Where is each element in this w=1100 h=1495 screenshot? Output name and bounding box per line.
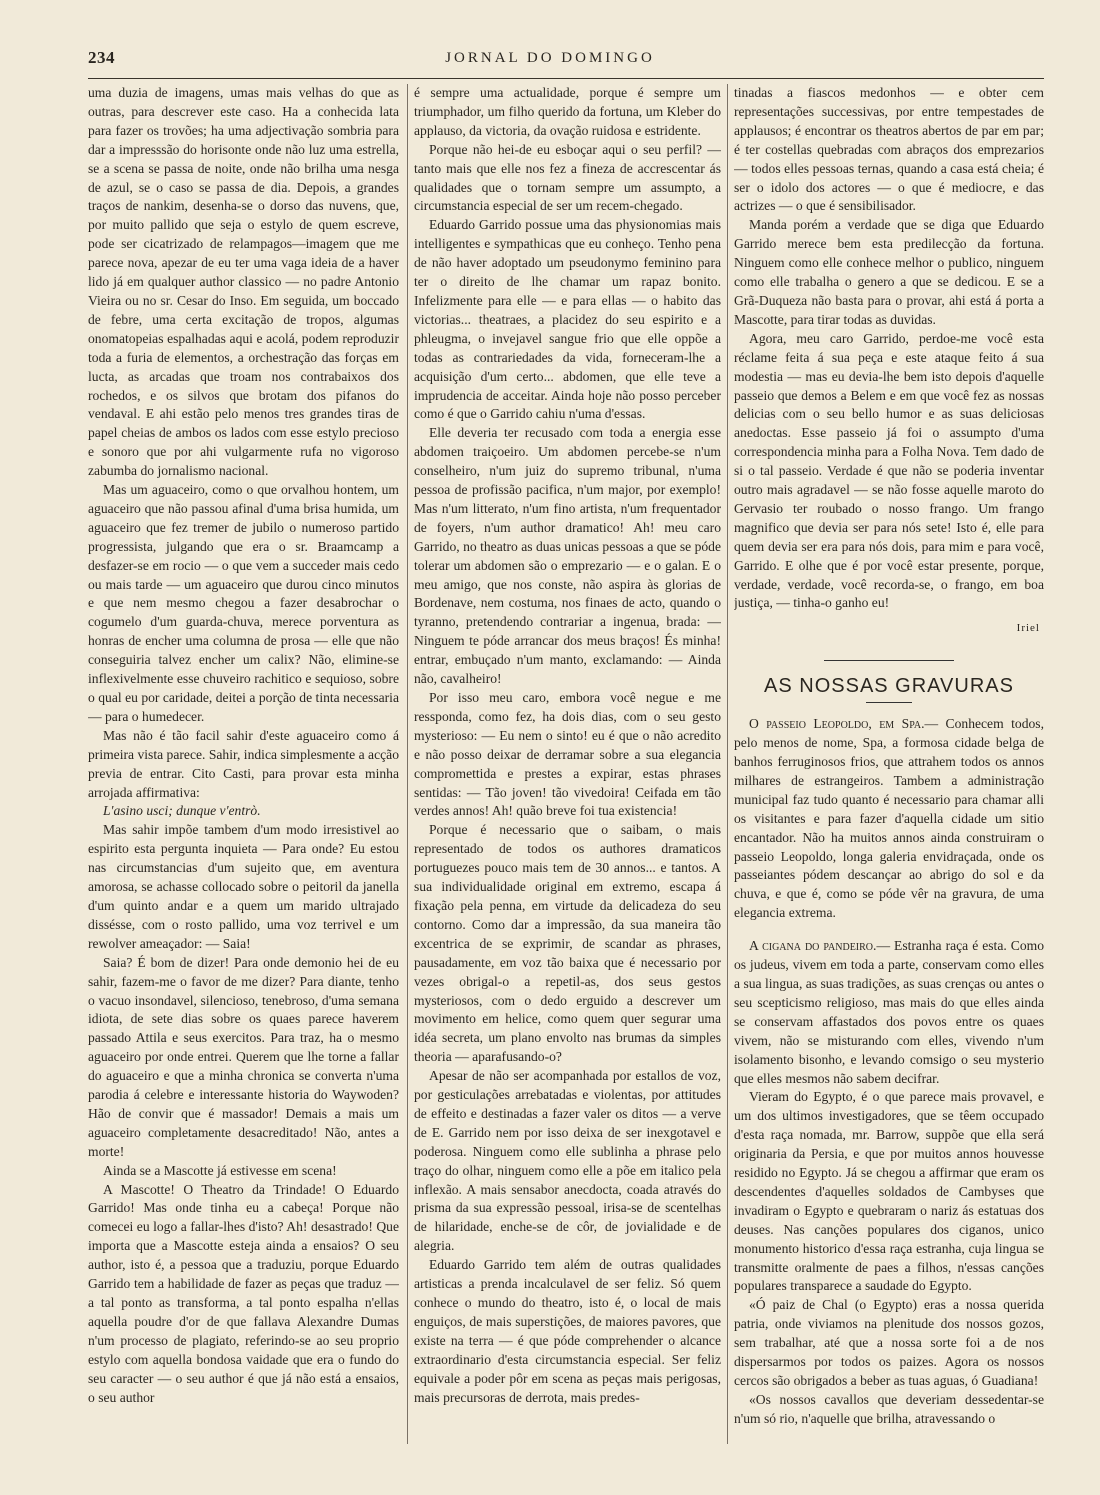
journal-title: JORNAL DO DOMINGO [445, 50, 655, 66]
paragraph: Saia? É bom de dizer! Para onde demonio hei de eu sahir, fazem-me o favor de me dizer? Para diante, tenho o vacuo insondavel, silencioso, tenebroso, d'uma semana idiota, de sete dias sobre os quaes parece haverem passado Attila e seus exercitos. Para traz, ha o mesmo aguaceiro por onde entrei. Querem que lhe torne a fallar do aguaceiro e que a minha chronica se converta n'uma parodia á celebre e interessante historia do Waywoden? Hão de convir que é massador! Demais a mais um aguaceiro completamente desacreditado! Não, antes a morte! [88, 954, 399, 1159]
caption-lead: A cigana do pandeiro. [749, 938, 877, 954]
paragraph: Apesar de não ser acompanhada por estallos de voz, por gesticulações arrebatadas e violentas, por attitudes de effeito e destinadas a fazer valer os ditos — a verve de E. Garrido nem por isso deixa de ser inexgotavel e poderosa. Ninguem como elle sublinha a phrase pelo traço do olhar, ninguem como elle a põe em italico pela inflexão. A mais sensabor anecdocta, coada através do prisma da sua expressão pessoal, irisa-se de scentelhas de hilaridade, enche-se de côr, de jovialidade e de alegria. [414, 1068, 721, 1254]
paragraph: A Mascotte! O Theatro da Trindade! O Eduardo Garrido! Mas onde tinha eu a cabeça! Porque não comecei eu logo a fallar-lhes d'isto? Ah! desastrado! Que importa que a Mascotte esteja ainda a ensaios? O seu author, isto é, a pessoa que a traduziu, porque Eduardo Garrido tem a habilidade de fazer as peças que traduz — a tal ponto as transforma, a tal ponto espalha n'ellas aquella poudre d'or de que fallava Alexandre Dumas n'um processo de plagiato, referindo-se ao seu proprio estylo com aquella bondosa vaidade que era o fundo do seu caracter — o seu author é que já não está a ensaios, o seu author [88, 1181, 399, 1405]
paragraph: Vieram do Egypto, é o que parece mais provavel, e um dos ultimos investigadores, que se têem occupado d'esta raça nomada, mr. Barrow, suppõe que ella será originaria da Persia, e que por muitos annos houvesse residido no Egypto. Já se chegou a affirmar que eram os descendentes d'aquelles soldados de Cambyses que invadiram o Egypto e quebraram o nariz ás estatuas dos deuses. Nas canções populares dos ciganos, unico monumento historico d'essa raça estranha, cuja lingua se transmitte oralmente de paes a filhos, n'essas canções populares transparece a saudade do Egypto. [734, 1089, 1044, 1294]
author-signature: Iriel [1016, 622, 1040, 635]
paragraph: uma duzia de imagens, umas mais velhas do que as outras, para descrever este caso. Ha a conhecida lata para fazer os trovões; ha uma adjectivação sombria para dar a impresssão do horisonte onde não luz uma estrella, se a scena se passa de noite, onde não brilha uma nesga de azul, se o caso se passa de dia. Depois, a grandes traços de nankim, desenha-se o dorso das nuvens, que, por muito pallido que seja o estylo de quem escreve, pode ser cicatrizado de relampagos—imagem que me parece nova, apezar de eu ter uma vaga ideia de a haver lido já em qualquer author classico — no padre Antonio Vieira ou no sr. Cesar do Inso. Em seguida, um boccado de febre, uma certa excitação de tropos, algumas onomatopeias espalhadas aqui e acolá, podem reproduzir toda a furia de elementos, a orchestração das forças em lucta, as arcadas que troam nos contrabaixos dos rochedos, e os silvos que brotam dos pifanos do vendaval. E ahi estão pelo menos tres grandes tiras de papel cheias de ambos os lados com esse estylo precioso e sonoro que por ahi vulgarmente rufa no vigoroso zabumba do jornalismo nacional. [88, 85, 399, 479]
paragraph: Eduardo Garrido possue uma das physionomias mais intelligentes e sympathicas que eu conheço. Tenho pena de não haver adoptado um pseudonymo feminino para ter o direito de lhe chamar um rapaz bonito. Infelizmente para elle — e para ellas — o habito das victorias... theatraes, a placidez do seu espirito e a phleugma, o invejavel sangue frio que elle oppõe a todas as contrariedades da vida, forneceram-lhe a acquisição d'um certo... abdomen, que elle teve a imprudencia de acceitar. Ainda hoje não posso perceber como é que o Garrido cahiu n'uma d'essas. [414, 217, 721, 422]
paragraph: Por isso meu caro, embora você negue e me ressponda, como fez, ha dois dias, com o seu gesto mysterioso: — Eu nem o sinto! eu é que o não acredito e não posso deixar de derramar sobre a sua elegancia compromettida e prestes a expirar, estas phrases sentidas: — Tão joven! tão vivedoira! Ceifada em tão verdes annos! Ah! quão breve foi tua existencia! [414, 690, 721, 819]
engraving-caption [734, 937, 1044, 1088]
caption-body: — Estranha raça é esta. Como os judeus, vivem em toda a parte, conservam como elles a sua lingua, as suas tradições, as suas crenças ou antes o seu scepticismo religioso, mas mais do que elles ainda se conservam affastados dos povos entre os quaes vivem, não se misturando com elles, vivendo n'um isolamento bisonho, e levando comsigo o seu mysterio que elles mesmos não sabem decifrar. [734, 938, 1044, 1086]
paragraph: Mas um aguaceiro, como o que orvalhou hontem, um aguaceiro que não passou afinal d'uma brisa humida, um aguaceiro que fez tremer de jubilo o numeroso partido progressista, julgando que era o sr. Braamcamp a desfazer-se em rocio — o que vem a succeder mais cedo ou mais tarde — um aguaceiro que durou cinco minutos e que nem mesmo chegou a fazer desabrochar o cogumelo d'um guarda-chuva, merece porventura as honras de encher uma columna de prosa — elle que não conseguiria talvez encher um calix? Não, elimine-se inflexivelmente esse chuveiro rachitico e sequioso, sobre o qual eu por caridade, deitei a porção de tinta necessaria — para o humedecer. [88, 482, 399, 724]
text-column-1 [88, 84, 399, 1444]
column-divider [727, 84, 728, 1444]
paragraph: «Ó paiz de Chal (o Egypto) eras a nossa querida patria, onde viviamos na plenitude dos nossos gozos, sem trabalhar, até que a nossa sorte foi a de nos dispersarmos por todos os paizes. Agora os nossos cercos são obrigados a beber as tuas aguas, ó Guadiana! [734, 1297, 1044, 1388]
paragraph: Eduardo Garrido tem além de outras qualidades artisticas a prenda incalculavel de ser feliz. Só quem conhece o mundo do theatro, isto é, o local de mais enguiços, de mais superstições, de maiores pavores, que existe na terra — é que póde comprehender o alcance extraordinario d'esta circumstancia especial. Ser feliz equivale a poder pôr em scena as peças mais perigosas, mais precursoras de derrota, mais predes- [414, 1257, 721, 1405]
paragraph: Agora, meu caro Garrido, perdoe-me você esta réclame feita á sua peça e este ataque feito á sua modestia — mas eu devia-lhe bem isto depois d'aquelle passeio que demos a Belem e em que você fez as nossas delicias com o seu bello humor e as suas deliciosas anedoctas. Esse passeio já foi o assumpto d'uma correspondencia minha para a Folha Nova. Tem dado de si o tal passeio. Verdade é que não se poderia inventar outro mais agradavel — se não fosse aquelle maroto do Gervasio ter roubado o nosso frango. Um frango magnifico que devia ser para nós sete! Isto é, elle para quem devia ser era para nós dois, para mim e para você, Garrido. E olhe que é por você estar presente, porque, verdade, verdade, você recorda-se, o frango, em boa justiça, — tinha-o ganho eu! [734, 330, 1044, 611]
paragraph: «Os nossos cavallos que deveriam dessedentar-se n'um só rio, n'aquelle que brilha, atravessando o [734, 1391, 1044, 1426]
text-column-2 [414, 84, 721, 1444]
quotation: L'asino usci; dunque v'entrò. [103, 803, 261, 819]
paragraph: Elle deveria ter recusado com toda a energia esse abdomen traiçoeiro. Um abdomen percebe-se n'um conselheiro, n'um juiz do supremo tribunal, n'uma pessoa de profissão pacifica, n'um major, por exemplo! Mas n'um litterato, n'um fino artista, n'um frequentador de foyers, n'um author dramatico! Ah! meu caro Garrido, no theatro as duas unicas pessoas a que se póde tolerar um abdomen são o emprezario — e o galan. E o meu amigo, que nos conste, não aspira às glorias de Bordenave, nem costuma, nos finaes de acto, quando o tyranno, pretendendo contrariar a ingenua, brada: — Ninguem te póde arrancar dos meus braços! És minha! entrar, embuçado n'um manto, exclamando: — Ainda não, cavalheiro! [414, 425, 721, 687]
section-separator [824, 660, 954, 661]
paragraph: é sempre uma actualidade, porque é sempre um triumphador, um filho querido da fortuna, um Kleber do applauso, da victoria, da ovação ruidosa e estridente. [414, 85, 721, 138]
caption-lead: O passeio Leopoldo, em Spa. [749, 716, 925, 732]
section-title: AS NOSSAS GRAVURAS [764, 675, 1014, 698]
header-rule [88, 78, 1044, 79]
column-divider [407, 84, 408, 1444]
text-column-3 [734, 84, 1044, 1444]
paragraph: Mas sahir impõe tambem d'um modo irresistivel ao espirito esta pergunta inquieta — Para onde? Eu estou nas circumstancias d'um sujeito que, em aventura amorosa, se achasse collocado sobre o peitoril da janella d'um quinto andar e a quem um marido ultrajado dissésse, com o rosto pallido, uma voz terrivel e um rewolver ameaçador: — Saia! [88, 822, 399, 951]
paragraph: Ainda se a Mascotte já estivesse em scena! [103, 1162, 337, 1178]
paragraph: Porque é necessario que o saibam, o mais representado de todos os authores dramaticos portuguezes pouco mais tem de 30 annos... e tantos. A sua individualidade original em extremo, escapa á fixação pela penna, em virtude da delicadeza do seu contorno. Como dar a impressão, da sua maneira tão excentrica de se exprimir, de scandar as phrases, pausadamente, em voz tão baixa que é necessario por vezes obrigal-o a repetil-as, dos seus gestos mysteriosos, com o dedo erguido a descrever um movimento em helice, como quem quer segurar uma idéa secreta, um plano envolto nas brumas da simples theoria — aparafusando-o? [414, 822, 721, 1065]
title-underline [866, 702, 912, 703]
paragraph: tinadas a fiascos medonhos — e obter cem representações successivas, por entre tempestades de applausos; é encontrar os theatros abertos de par em par; é ter costellas quebradas com abraços dos emprezarios — todos elles pessoas ternas, quando a casa está cheia; é ser o idolo dos actores — o que é mediocre, e das actrizes — o que é sensibilisador. [734, 85, 1044, 214]
spacer [734, 923, 1044, 937]
page-number: 234 [88, 48, 115, 67]
engraving-caption [734, 715, 1044, 923]
paragraph: Porque não hei-de eu esboçar aqui o seu perfil? — tanto mais que elle nos fez a fineza de accrescentar ás qualidades que o tornam sempre um assumpto, a circumstancia especial de ser um recem-chegado. [414, 141, 721, 214]
paragraph: Manda porém a verdade que se diga que Eduardo Garrido merece bem esta predilecção da fortuna. Ninguem como elle conhece melhor o publico, ninguem como elle trabalha o genero a que se dedicou. E se a Grã-Duqueza não basta para o provar, ahi está á porta a Mascotte, para tirar todas as duvidas. [734, 217, 1044, 327]
caption-body: — Conhecem todos, pelo menos de nome, Spa, a formosa cidade belga de banhos ferruginosos frios, que attrahem todos os annos milhares de estrangeiros. Tambem a administração municipal faz tudo quanto é necessario para chamar alli os visitantes e para fazer d'aquella cidade um sitio encantador. Não ha muitos annos ainda construiram o passeio Leopoldo, longa galeria envidraçada, onde os passeiantes pódem descançar ao abrigo do sol e da chuva, e que é, como se póde vêr na gravura, de uma elegancia extrema. [734, 716, 1044, 921]
paragraph: Mas não é tão facil sahir d'este aguaceiro como á primeira vista parece. Sahir, indica simplesmente a acção previa de entrar. Cito Casti, para provar esta minha arrojada affirmativa: [88, 727, 399, 800]
